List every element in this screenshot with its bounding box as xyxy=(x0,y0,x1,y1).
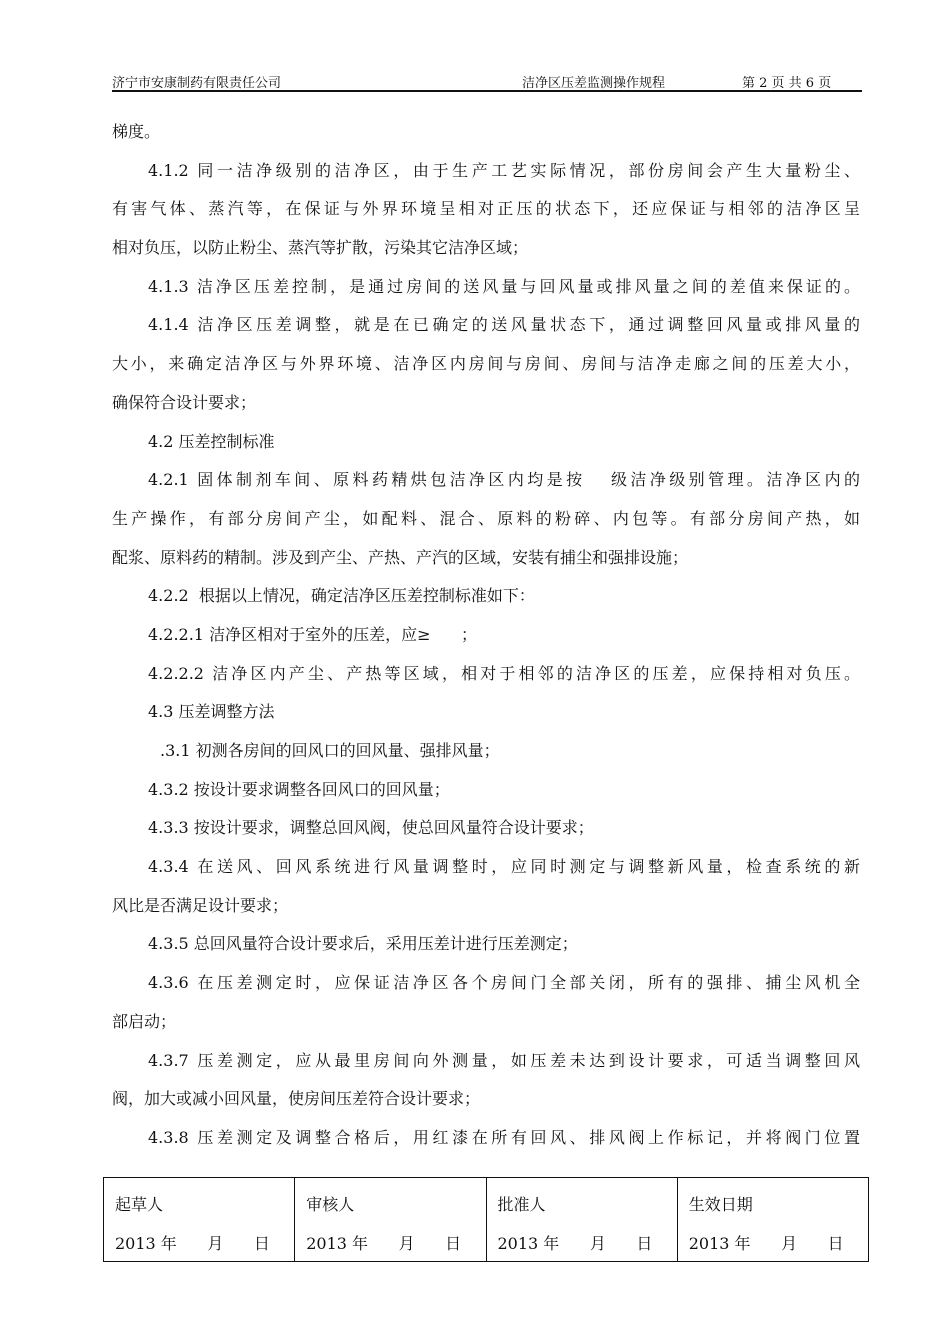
text-line: 风比是否满足设计要求； xyxy=(112,895,289,915)
text-line: 4.3.2 按设计要求调整各回风口的回风量； xyxy=(148,779,450,799)
document-title: 洁净区压差监测操作规程 xyxy=(522,76,666,91)
date-day: 日 xyxy=(827,1234,844,1253)
drafter-cell xyxy=(104,1178,295,1262)
date-year: 2013 年 xyxy=(497,1234,560,1253)
text-line: 部启动； xyxy=(112,1011,177,1031)
text-line: 配浆、原料药的精制。涉及到产尘、产热、产汽的区域，安装有捕尘和强排设施； xyxy=(112,547,689,567)
date-day: 日 xyxy=(253,1234,270,1253)
date-month: 月 xyxy=(207,1234,224,1253)
effective-date-label: 生效日期 xyxy=(688,1195,753,1214)
reviewer-cell xyxy=(295,1178,486,1262)
text-line: 4.1.2 同一洁净级别的洁净区，由于生产工艺实际情况，部份房间会产生大量粉尘、 xyxy=(148,160,860,180)
page-header xyxy=(112,68,862,92)
text-line: 相对负压，以防止粉尘、蒸汽等扩散，污染其它洁净区域； xyxy=(112,238,529,258)
date-day: 日 xyxy=(445,1234,462,1253)
text-line: 4.3.3 按设计要求，调整总回风阀，使总回风量符合设计要求； xyxy=(148,818,594,838)
text-line: 4.1.3 洁净区压差控制，是通过房间的送风量与回风量或排风量之间的差值来保证的。 xyxy=(148,276,860,296)
text-line: 4.2.2.1 洁净区相对于室外的压差，应≥ ； xyxy=(148,624,477,644)
page-number: 第 2 页 共 6 页 xyxy=(742,76,832,91)
company-name: 济宁市安康制药有限责任公司 xyxy=(112,76,282,91)
text-line: 大小，来确定洁净区与外界环境、洁净区内房间与房间、房间与洁净走廊之间的压差大小， xyxy=(112,354,860,374)
document-body xyxy=(112,120,860,1165)
approver-cell xyxy=(486,1178,677,1262)
approver-date xyxy=(487,1220,677,1254)
approval-table xyxy=(103,1177,869,1262)
section-heading: 4.3 压差调整方法 xyxy=(148,702,275,722)
date-month: 月 xyxy=(589,1234,606,1253)
date-month: 月 xyxy=(781,1234,798,1253)
date-year: 2013 年 xyxy=(115,1234,177,1253)
text-line: 4.2.2 根据以上情况，确定洁净区压差控制标准如下： xyxy=(148,586,535,606)
reviewer-label: 审核人 xyxy=(306,1195,355,1214)
section-heading: 4.2 压差控制标准 xyxy=(148,431,275,451)
text-line: 4.3.6 在压差测定时，应保证洁净区各个房间门全部关闭，所有的强排、捕尘风机全 xyxy=(148,973,860,993)
text-line: 生产操作，有部分房间产尘，如配料、混合、原料的粉碎、内包等。有部分房间产热，如 xyxy=(112,508,860,528)
drafter-date xyxy=(104,1220,294,1254)
approver-label: 批准人 xyxy=(497,1195,546,1214)
text-line: 4.3.4 在送风、回风系统进行风量调整时，应同时测定与调整新风量，检查系统的新 xyxy=(148,857,860,877)
text-line: 4.3.8 压差测定及调整合格后，用红漆在所有回风、排风阀上作标记，并将阀门位置 xyxy=(148,1127,860,1147)
text-line: 4.3.7 压差测定，应从最里房间向外测量，如压差未达到设计要求，可适当调整回风 xyxy=(148,1050,860,1070)
effective-date xyxy=(678,1220,868,1254)
drafter-label: 起草人 xyxy=(115,1195,164,1214)
reviewer-date xyxy=(295,1220,485,1254)
effective-date-cell xyxy=(677,1178,868,1262)
text-line: 4.2.2.2 洁净区内产尘、产热等区域，相对于相邻的洁净区的压差，应保持相对负压。 xyxy=(148,663,860,683)
text-line: 阀，加大或减小回风量，使房间压差符合设计要求； xyxy=(112,1089,481,1109)
text-line: 4.3.5 总回风量符合设计要求后，采用压差计进行压差测定； xyxy=(148,934,578,954)
text-line: 4.2.1 固体制剂车间、原料药精烘包洁净区内均是按 级洁净级别管理。洁净区内的 xyxy=(148,470,860,490)
date-year: 2013 年 xyxy=(306,1234,369,1253)
date-month: 月 xyxy=(398,1234,415,1253)
date-year: 2013 年 xyxy=(688,1234,751,1253)
text-line: 梯度。 xyxy=(112,122,161,141)
text-line: 确保符合设计要求； xyxy=(112,392,257,412)
text-line: 4.1.4 洁净区压差调整，就是在已确定的送风量状态下，通过调整回风量或排风量的 xyxy=(148,315,860,335)
text-line: .3.1 初测各房间的回风口的回风量、强排风量； xyxy=(160,741,500,760)
date-day: 日 xyxy=(636,1234,653,1253)
text-line: 有害气体、蒸汽等，在保证与外界环境呈相对正压的状态下，还应保证与相邻的洁净区呈 xyxy=(112,199,860,219)
